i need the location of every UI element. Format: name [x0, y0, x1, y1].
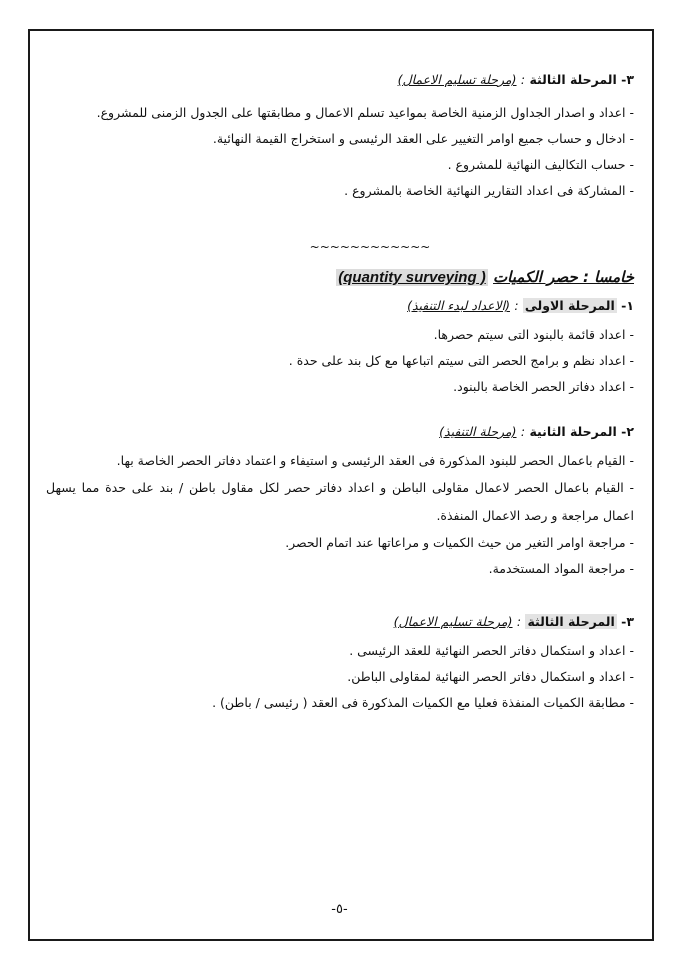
phase2-item-3: - مراجعة اوامر التغير من حيث الكميات و مراعاتها عند اتمام الحصر.: [285, 535, 634, 550]
phase1-subtitle: (الاعداد لبدء التنفيذ): [407, 298, 510, 313]
phase3-top-sep: :: [520, 72, 526, 87]
tilde-separator: ~~~~~~~~~~~~: [309, 240, 431, 254]
phase3-top-item-2: - ادخال و حساب جميع اوامر التغيير على العقد الرئيسى و استخراج القيمة النهائية.: [212, 131, 634, 146]
phase3-bottom-heading: [46, 610, 634, 634]
phase3-top-item-4: - المشاركة فى اعداد التقارير النهائية الخاصة بالمشروع .: [344, 183, 634, 198]
phase2-item-4: - مراجعة المواد المستخدمة.: [488, 561, 634, 576]
phase3-bottom-item-1: - اعداد و استكمال دفاتر الحصر النهائية للعقد الرئيسى .: [349, 643, 634, 658]
phase3-top-item-3: - حساب التكاليف النهائية للمشروع .: [447, 157, 634, 172]
phase1-sep: :: [514, 298, 519, 313]
phase2-title: المرحلة الثانية: [529, 424, 617, 439]
phase2-subtitle: (مرحلة التنفيذ): [439, 424, 517, 439]
phase1-item-2: - اعداد نظم و برامج الحصر التى سيتم اتباعها مع كل بند على حدة .: [288, 353, 634, 368]
phase2-number: ٢-: [621, 424, 634, 439]
phase3-bottom-item-2: - اعداد و استكمال دفاتر الحصر النهائية لمقاولى الباطن.: [347, 669, 634, 684]
phase1-item-1: - اعداد قائمة بالبنود التى سيتم حصرها.: [433, 327, 634, 342]
phase1-title: المرحلة الاولى: [524, 298, 615, 313]
phase3-bottom-item-3: - مطابقة الكميات المنفذة فعليا مع الكميات المذكورة فى العقد ( رئيسى / باطن) .: [212, 695, 634, 710]
section5-title: [46, 264, 634, 290]
phase3-top-number: ٣-: [621, 72, 634, 87]
section5-title-en: ( quantity surveying): [338, 269, 486, 286]
phase1-heading: [46, 294, 634, 318]
phase2-item-2: - القيام باعمال الحصر لاعمال مقاولى الباطن و اعداد دفاتر حصر لكل مقاول باطن / بند على حدة مما يسهل اعمال مراجعة و رصد الاعمال المنفذة.: [46, 480, 634, 523]
phase1-item-3: - اعداد دفاتر الحصر الخاصة بالبنود.: [453, 379, 634, 394]
document-body: [46, 68, 634, 716]
phase3-bottom-title: المرحلة الثالثة: [527, 614, 615, 629]
phase3-top-title: المرحلة الثالثة: [529, 72, 617, 87]
phase3-top-subtitle: (مرحلة تسليم الاعمال): [397, 72, 517, 87]
phase3-bottom-number: ٣-: [621, 614, 634, 629]
phase2-item-1: - القيام باعمال الحصر للبنود المذكورة فى العقد الرئيسى و استيفاء و اعتماد دفاتر الحصر الخاصة بها.: [116, 453, 634, 468]
page-number: -٥-: [331, 902, 348, 917]
section5-title-ar: خامسا : حصر الكميات: [493, 268, 634, 286]
phase3-bottom-sep: :: [516, 614, 522, 629]
phase3-top-heading: [46, 68, 634, 92]
phase3-top-item-1: - اعداد و اصدار الجداول الزمنية الخاصة بمواعيد تسلم الاعمال و مطابقتها على الجدول الزمنى للمشروع.: [96, 105, 634, 120]
phase1-number: ١-: [621, 298, 634, 313]
phase2-sep: :: [520, 424, 526, 439]
phase3-bottom-subtitle: (مرحلة تسليم الاعمال): [393, 614, 513, 629]
phase2-heading: [46, 420, 634, 444]
